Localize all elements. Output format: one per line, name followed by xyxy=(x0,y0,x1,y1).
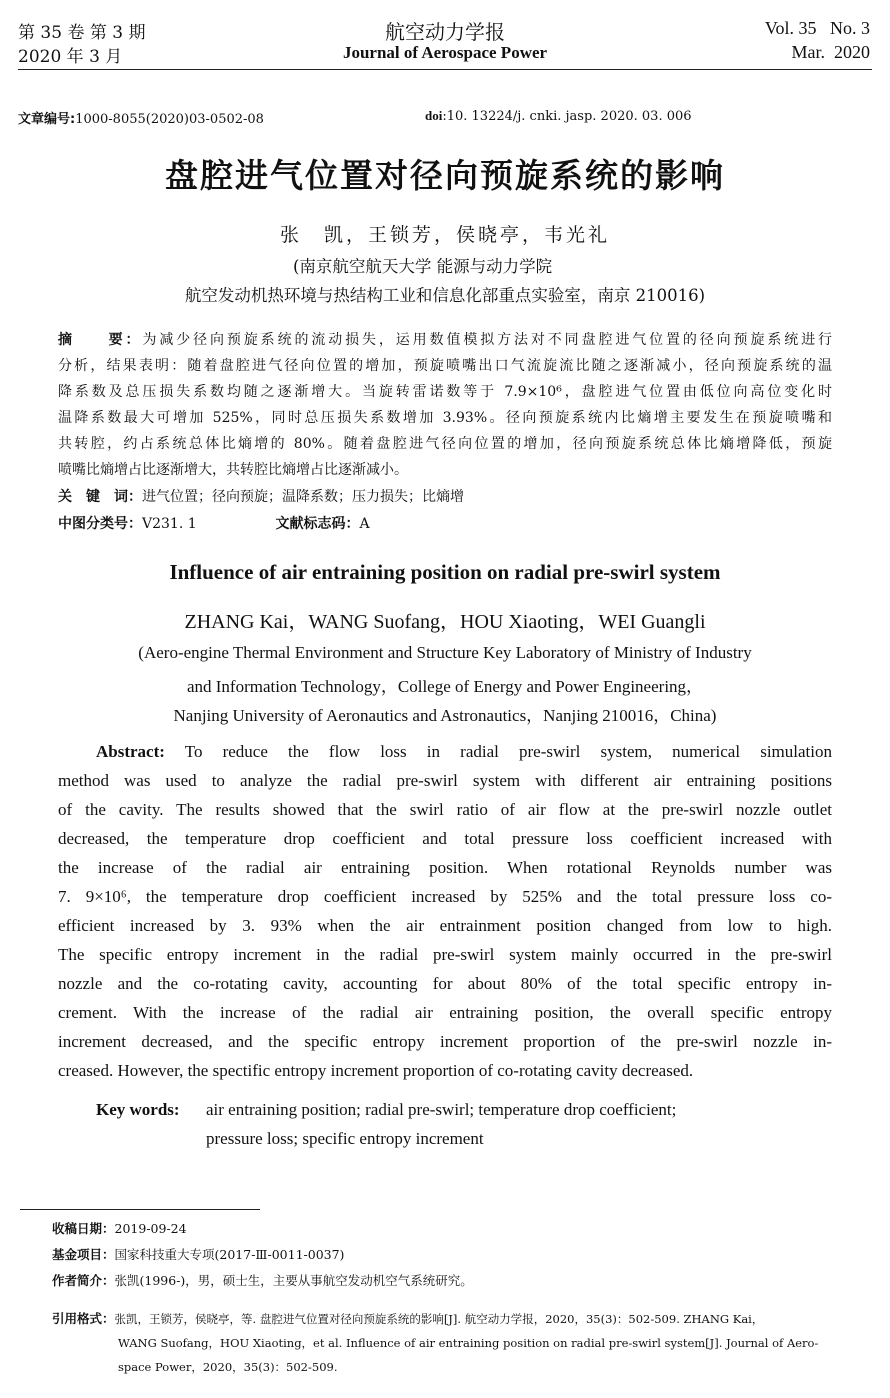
citation-label: 引用格式： xyxy=(52,1311,115,1326)
keywords-cn-label: 关 键 词： xyxy=(58,489,142,505)
abstract-en-line: nozzle and the co-rotating cavity, accounting for about 80% of the total specific entropy in- xyxy=(58,974,832,993)
abstract-cn-line: 喷嘴比熵增占比逐渐增大，共转腔比熵增占比逐渐减小。 xyxy=(58,462,408,478)
keywords-en-line-2: pressure loss; specific entropy increment xyxy=(206,1129,484,1148)
abstract-en-line: the increase of the radial air entraining position. When rotational Reynolds number was xyxy=(58,858,832,877)
citation-line-2: WANG Suofang，HOU Xiaoting，et al. Influence of air entraining position on radial pre-swirl system[J]. Journal of Aero- xyxy=(118,1336,819,1350)
abstract-en-line: 7. 9×10⁶, the temperature drop coefficient increased by 525% and the total pressure loss co- xyxy=(58,887,832,906)
abstract-en-line: of the cavity. The results showed that the swirl ratio of air flow at the pre-swirl nozzle outlet xyxy=(58,800,832,819)
doi-label: doi xyxy=(425,108,443,123)
abstract-cn-line xyxy=(58,329,832,351)
keywords-en-label: Key words: xyxy=(96,1100,180,1119)
keywords-en-line-1: air entraining position; radial pre-swirl; temperature drop coefficient; xyxy=(206,1100,677,1119)
fund-label: 基金项目： xyxy=(52,1247,115,1262)
keywords-cn xyxy=(58,486,832,508)
affiliation-en-3: Nanjing University of Aeronautics and Astronautics，Nanjing 210016，China) xyxy=(173,706,717,725)
month-year-en: Mar. 2020 xyxy=(791,42,870,62)
footnote-rule xyxy=(20,1209,260,1210)
article-number-label: 文章编号: xyxy=(18,112,76,127)
abstract-cn-line: 温降系数最大可增加 525%，同时总压损失系数增加 3.93%。径向预旋系统内比熵增主要发生在预旋喷嘴和 xyxy=(58,410,832,426)
abstract-cn-text: 为减少径向预旋系统的流动损失，运用数值模拟方法对不同盘腔进气位置的径向预旋系统进行 xyxy=(142,332,833,348)
affiliation-en-2: and Information Technology，College of Energy and Power Engineering， xyxy=(186,677,704,696)
author-bio-label: 作者简介： xyxy=(52,1273,115,1288)
doi xyxy=(425,108,692,124)
abstract-en-line: increment decreased, and the specific entropy increment proportion of the pre-swirl nozzle in- xyxy=(58,1032,832,1051)
abstract-cn-line: 分析，结果表明：随着盘腔进气径向位置的增加，预旋喷嘴出口气流旋流比随之逐渐减小，径向预旋系统的温 xyxy=(58,358,832,374)
journal-name-cn: 航空动力学报 xyxy=(385,20,505,44)
abstract-en-label: Abstract: xyxy=(96,742,165,761)
title-en: Influence of air entraining position on radial pre-swirl system xyxy=(169,560,721,584)
fund-value: 国家科技重大专项(2017-Ⅲ-0011-0037) xyxy=(114,1247,345,1262)
affiliation-en-1: (Aero-engine Thermal Environment and Structure Key Laboratory of Ministry of Industry xyxy=(138,643,752,662)
author-bio-value: 张凯(1996-)，男，硕士生，主要从事航空发动机空气系统研究。 xyxy=(114,1273,473,1288)
authors-en: ZHANG Kai，WANG Suofang，HOU Xiaoting，WEI Guangli xyxy=(184,611,706,633)
fund-project xyxy=(52,1246,344,1264)
abstract-en-line: The specific entropy increment in the radial pre-swirl system mainly occurred in the pre-swirl xyxy=(58,945,832,964)
abstract-en-line: creased. However, the spectific entropy increment proportion of co-rotating cavity decreased. xyxy=(58,1061,694,1080)
author-bio xyxy=(52,1272,473,1290)
abstract-en-text: To reduce the flow loss in radial pre-swirl system, numerical simulation xyxy=(184,742,832,761)
received-label: 收稿日期： xyxy=(52,1221,115,1236)
clc-label: 中图分类号： xyxy=(58,516,142,532)
publication-date: 2020 年 3 月 xyxy=(18,47,123,67)
journal-name-en: Journal of Aerospace Power xyxy=(342,43,548,62)
abstract-en-line: efficient increased by 3. 93% when the air entrainment position changed from low to high. xyxy=(58,916,832,935)
header-rule xyxy=(18,69,872,70)
received-value: 2019-09-24 xyxy=(114,1221,187,1236)
title-cn: 盘腔进气位置对径向预旋系统的影响 xyxy=(165,156,725,195)
received-date xyxy=(52,1220,187,1238)
citation-line-1 xyxy=(52,1310,872,1328)
doi-value: :10. 13224/j. cnki. jasp. 2020. 03. 006 xyxy=(442,109,692,124)
abstract-cn-line: 共转腔，约占系统总体比熵增的 80%。随着盘腔进气径向位置的增加，径向预旋系统总体比熵增降低，预旋 xyxy=(58,436,832,452)
abstract-en-line: crement. With the increase of the radial air entraining position, the overall specific entropy xyxy=(58,1003,832,1022)
authors-cn: 张 凯，王锁芳，侯晓亭，韦光礼 xyxy=(279,224,610,246)
article-number-value: 1000-8055(2020)03-0502-08 xyxy=(75,112,264,127)
doc-code-value: A xyxy=(359,516,370,532)
keywords-cn-text: 进气位置；径向预旋；温降系数；压力损失；比熵增 xyxy=(142,489,464,505)
clc-value: V231. 1 xyxy=(142,516,197,532)
abstract-en-line: decreased, the temperature drop coefficient and total pressure loss coefficient increased with xyxy=(58,829,832,848)
citation-line-3: space Power，2020，35(3)：502-509. xyxy=(118,1360,338,1374)
citation-text-1: 张凯，王锁芳，侯晓亭，等. 盘腔进气位置对径向预旋系统的影响[J]. 航空动力学报，2020，35(3)：502-509. ZHANG Kai， xyxy=(114,1312,764,1326)
volume-issue: 第 35 卷 第 3 期 xyxy=(18,23,146,43)
abstract-cn-line: 降系数及总压损失系数均随之逐渐增大。当旋转雷诺数等于 7.9×10⁶，盘腔进气位置由低位向高位变化时 xyxy=(58,384,832,400)
affiliation-cn-1: (南京航空航天大学 能源与动力学院 xyxy=(293,257,553,276)
doc-code-label: 文献标志码： xyxy=(275,516,360,532)
affiliation-cn-2: 航空发动机热环境与热结构工业和信息化部重点实验室，南京 210016) xyxy=(184,286,706,305)
classification-line xyxy=(58,513,832,535)
volume-number-en: Vol. 35 No. 3 xyxy=(764,18,870,38)
abstract-en-line: method was used to analyze the radial pre-swirl system with different air entraining positions xyxy=(58,771,832,790)
article-number xyxy=(18,108,264,127)
abstract-cn-label: 摘 要： xyxy=(58,332,143,348)
abstract-en-line xyxy=(96,740,832,764)
